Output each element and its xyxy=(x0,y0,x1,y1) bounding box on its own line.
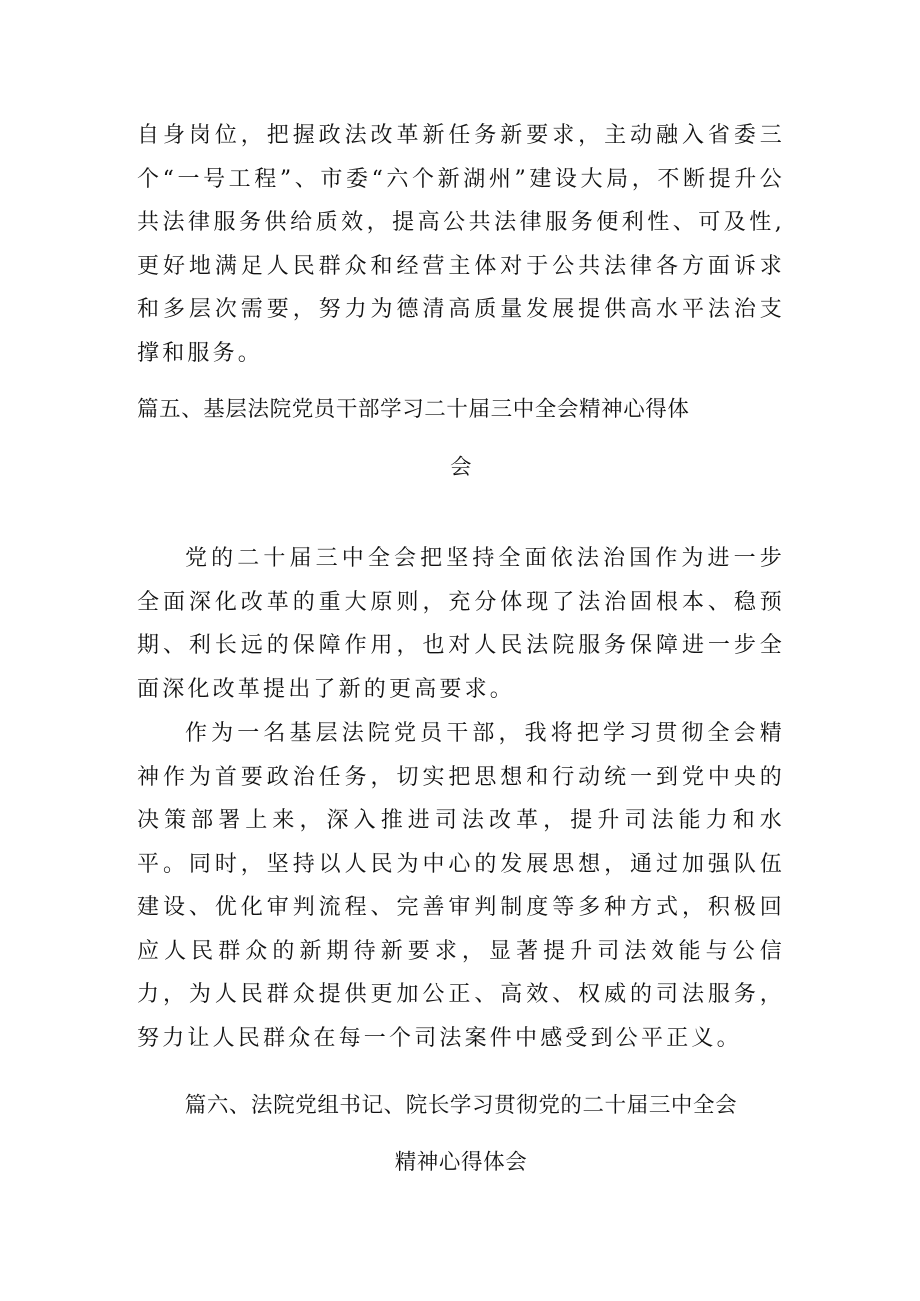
section5-paragraph-1: 党的二十届三中全会把坚持全面依法治国作为进一步全面深化改革的重大原则，充分体现了法治固根本、稳预期、利长远的保障作用，也对人民法院服务保障进一步全面深化改革提出了新的更高要求。 xyxy=(137,546,785,702)
section5-title-line1: 篇五、基层法院党员干部学习二十届三中全会精神心得体 xyxy=(137,397,690,422)
continued-paragraph: 自身岗位，把握政法改革新任务新要求，主动融入省委三个“一号工程”、市委“六个新湖州”建设大局，不断提升公共法律服务供给质效，提高公共法律服务便利性、可及性,更好地满足人民群众和经营主体对于公共法律各方面诉求和多层次需要，努力为德清高质量发展提供高水平法治支撑和服务。 xyxy=(137,123,785,366)
section5-paragraph-2: 作为一名基层法院党员干部，我将把学习贯彻全会精神作为首要政治任务，切实把思想和行动统一到党中央的决策部署上来，深入推进司法改革，提升司法能力和水平。同时，坚持以人民为中心的发展思想，通过加强队伍建设、优化审判流程、完善审判制度等多种方式，积极回应人民群众的新期待新要求，显著提升司法效能与公信力，为人民群众提供更加公正、高效、权威的司法服务，努力让人民群众在每一个司法案件中感受到公平正义。 xyxy=(137,721,785,1051)
section6-title-line2: 精神心得体会 xyxy=(394,1150,528,1175)
section6-title-line1: 篇六、法院党组书记、院长学习贯彻党的二十届三中全会 xyxy=(184,1093,738,1118)
section5-title-line2: 会 xyxy=(449,455,473,480)
